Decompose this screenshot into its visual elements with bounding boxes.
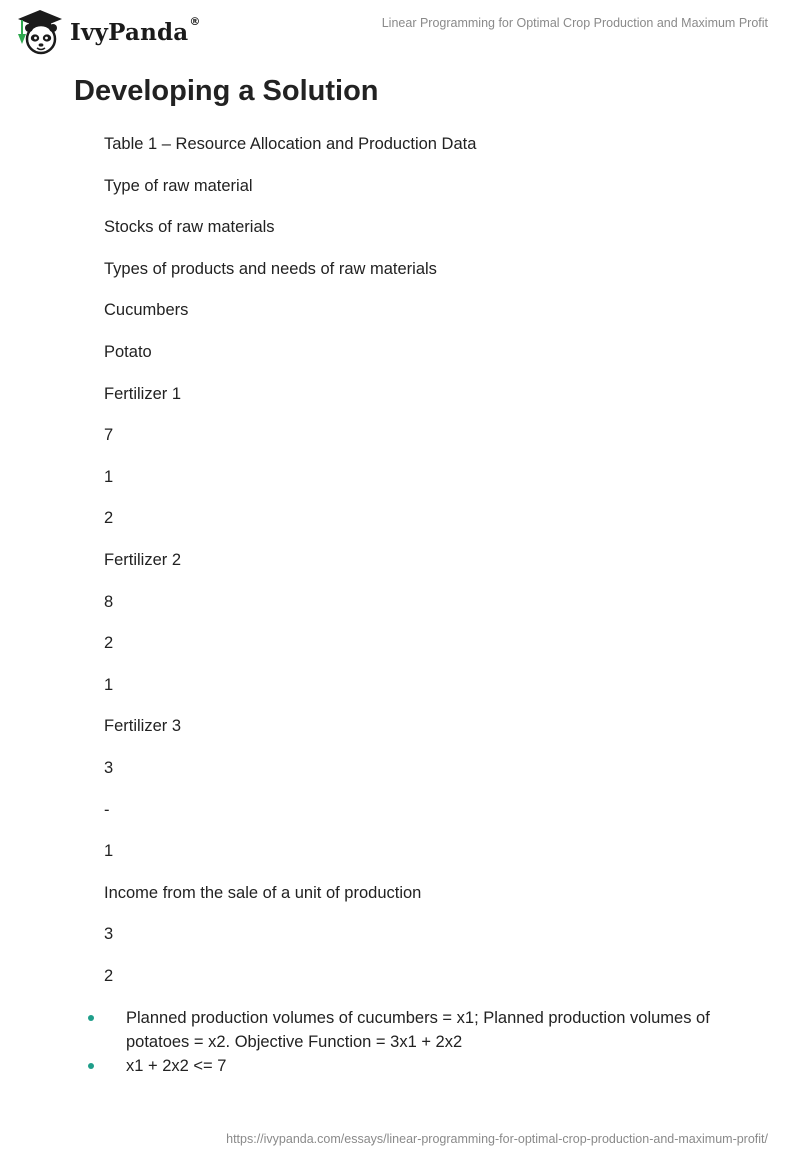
table-line: -: [104, 800, 110, 819]
bullet-item: [86, 1054, 746, 1078]
table-line: Fertilizer 2: [104, 550, 182, 569]
table-line: 3: [104, 758, 114, 777]
table-line: 1: [104, 467, 114, 486]
document-title: Linear Programming for Optimal Crop Production and Maximum Profit: [381, 16, 768, 30]
table-line: Cucumbers: [104, 301, 189, 320]
table-line: Types of products and needs of raw materials: [104, 259, 437, 278]
logo-text: IvyPanda: [70, 18, 189, 46]
logo-wordmark: [70, 14, 201, 46]
section-heading: Developing a Solution: [74, 75, 379, 107]
table-line: 2: [104, 509, 114, 528]
table-line: 8: [104, 592, 114, 611]
table-line: Fertilizer 3: [104, 717, 182, 736]
bullet-text: x1 + 2x2 <= 7: [126, 1057, 227, 1075]
table-content-list: [104, 131, 476, 1004]
page-header: [0, 0, 800, 70]
bullet-item: [86, 1006, 746, 1054]
table-line: Table 1 – Resource Allocation and Production Data: [104, 135, 477, 153]
table-line: Fertilizer 1: [104, 384, 182, 403]
table-line: Type of raw material: [104, 176, 253, 195]
source-url[interactable]: https://ivypanda.com/essays/linear-programming-for-optimal-crop-production-and-maximum-profit/: [226, 1132, 768, 1146]
ivypanda-logo[interactable]: [16, 8, 201, 56]
table-line: 7: [104, 426, 114, 445]
table-line: 3: [104, 925, 114, 944]
table-line: 1: [104, 675, 114, 694]
table-line: 2: [104, 634, 114, 653]
table-line: 2: [104, 966, 114, 985]
table-line: Income from the sale of a unit of production: [104, 883, 422, 902]
table-line: Potato: [104, 342, 152, 361]
bullet-dot-icon: [88, 1063, 94, 1069]
table-line: Stocks of raw materials: [104, 218, 275, 237]
registered-mark: ®: [189, 14, 201, 28]
table-line: 1: [104, 842, 114, 861]
bullet-list: [86, 1006, 746, 1078]
bullet-dot-icon: [88, 1015, 94, 1021]
bullet-text: Planned production volumes of cucumbers = x1; Planned production volumes of potatoes = x2. Objective Function = 3x1 + 2x2: [126, 1009, 710, 1051]
panda-graduate-icon: [16, 8, 64, 56]
